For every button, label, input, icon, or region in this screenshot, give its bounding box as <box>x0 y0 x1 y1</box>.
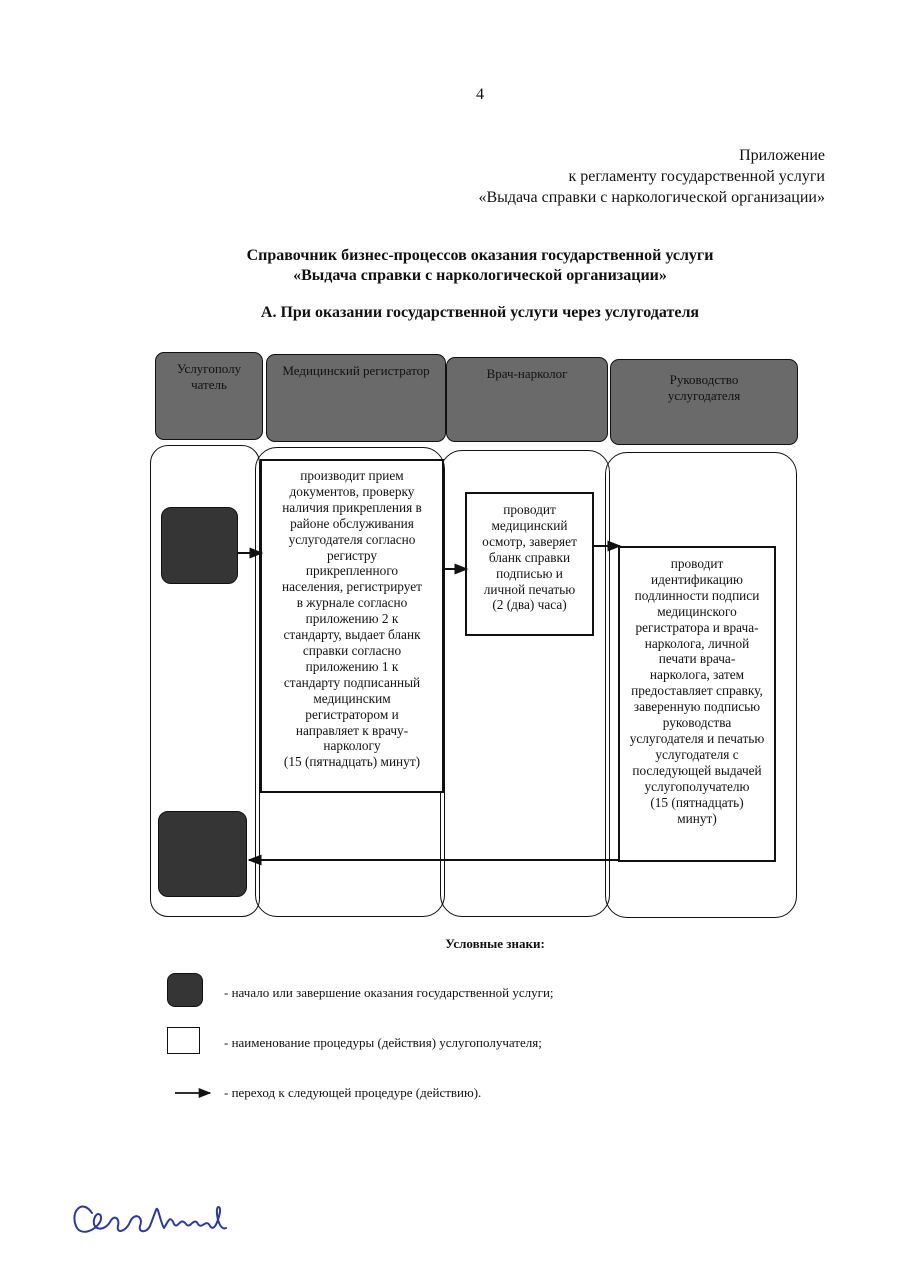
step-text-line: заверенную подписью <box>633 699 761 715</box>
legend-arrow-text: - переход к следующей процедуре (действию). <box>224 1085 482 1100</box>
step-text-line: проводит <box>670 556 724 571</box>
step-text-line: идентификацию <box>651 571 743 587</box>
step-text-line: осмотр, заверяет <box>482 533 577 549</box>
step-text-line: (2 (два) часа) <box>492 597 567 613</box>
step-text-line: бланк справки <box>488 549 571 565</box>
step-text-line: населения, регистрирует <box>282 579 422 595</box>
step-text-line: руководства <box>662 715 732 731</box>
lane-label-line: Услугополу <box>176 361 242 376</box>
step-text-line: услугодателя и печатью <box>629 730 765 746</box>
step-text-line: документов, проверку <box>289 483 415 499</box>
step-text-line: регистру <box>326 547 378 563</box>
step-text-line: (15 (пятнадцать) минут) <box>283 754 421 770</box>
appendix-line-3: «Выдача справки с наркологической организации» <box>478 189 825 206</box>
step-text-line: регистратором и <box>305 706 399 722</box>
step-text-line: направляет к врачу- <box>295 722 409 738</box>
step-text-line: приложению 2 к <box>305 611 399 627</box>
step-text-line: медицинским <box>313 690 391 706</box>
legend-title: Условные знаки: <box>445 936 545 951</box>
step-text-line: услугополучателю <box>644 778 750 794</box>
lane-label-line: Врач-нарколог <box>486 366 568 381</box>
step-text-line: в журнале согласно <box>296 595 408 611</box>
step-text-line: проводит <box>503 502 556 517</box>
lane-label-line: чатель <box>191 377 227 392</box>
step-text-line: нарколога, затем <box>649 667 745 683</box>
legend-process-text: - наименование процедуры (действия) услугополучателя; <box>224 1035 542 1050</box>
legend-terminal-text: - начало или завершение оказания государственной услуги; <box>224 985 554 1000</box>
step-text-line: подписью и <box>496 565 563 581</box>
page-number: 4 <box>476 86 484 103</box>
step-text-line: прикрепленного <box>305 563 399 579</box>
step-text-line: услугодателя с <box>655 746 739 762</box>
step-text-line: стандарту подписанный <box>283 674 421 690</box>
step-text-line: медицинского <box>657 603 737 619</box>
step-text-line: печати врача- <box>658 651 736 667</box>
step-text-line: справки согласно <box>302 642 402 658</box>
section-title: А. При оказании государственной услуги через услугодателя <box>260 304 700 321</box>
appendix-line-2: к регламенту государственной услуги <box>568 168 825 185</box>
step-text-line: (15 (пятнадцать) <box>650 794 744 810</box>
document-title-line-1: Справочник бизнес-процессов оказания государственной услуги <box>246 247 714 264</box>
step-text-line: личной печатью <box>483 581 576 597</box>
step-text-line: наличия прикрепления в <box>282 499 422 515</box>
step-text-line: районе обслуживания <box>290 515 414 531</box>
lane-label-line: Медицинский регистратор <box>282 363 430 378</box>
step-text-line: минут) <box>677 810 717 826</box>
lane-label-line: Руководство <box>669 372 739 387</box>
appendix-line-1: Приложение <box>739 147 825 164</box>
step-text-line: стандарту, выдает бланк <box>283 627 421 643</box>
step-text-line: нарколога, личной <box>644 635 750 651</box>
step-text-line: услугодателя согласно <box>288 531 416 547</box>
lane-label-line: услугодателя <box>667 388 741 403</box>
step-text-line: последующей выдачей <box>632 762 762 778</box>
step-text-line: наркологу <box>323 738 381 754</box>
step-text-line: подлинности подписи <box>634 587 760 603</box>
step-text-line: производит прием <box>300 468 404 483</box>
step-text-line: медицинский <box>491 517 568 533</box>
step-text-line: регистратора и врача- <box>635 619 759 635</box>
step-text-line: предоставляет справку, <box>631 683 763 699</box>
step-text-line: приложению 1 к <box>305 658 399 674</box>
document-title-line-2: «Выдача справки с наркологической организации» <box>293 267 667 284</box>
